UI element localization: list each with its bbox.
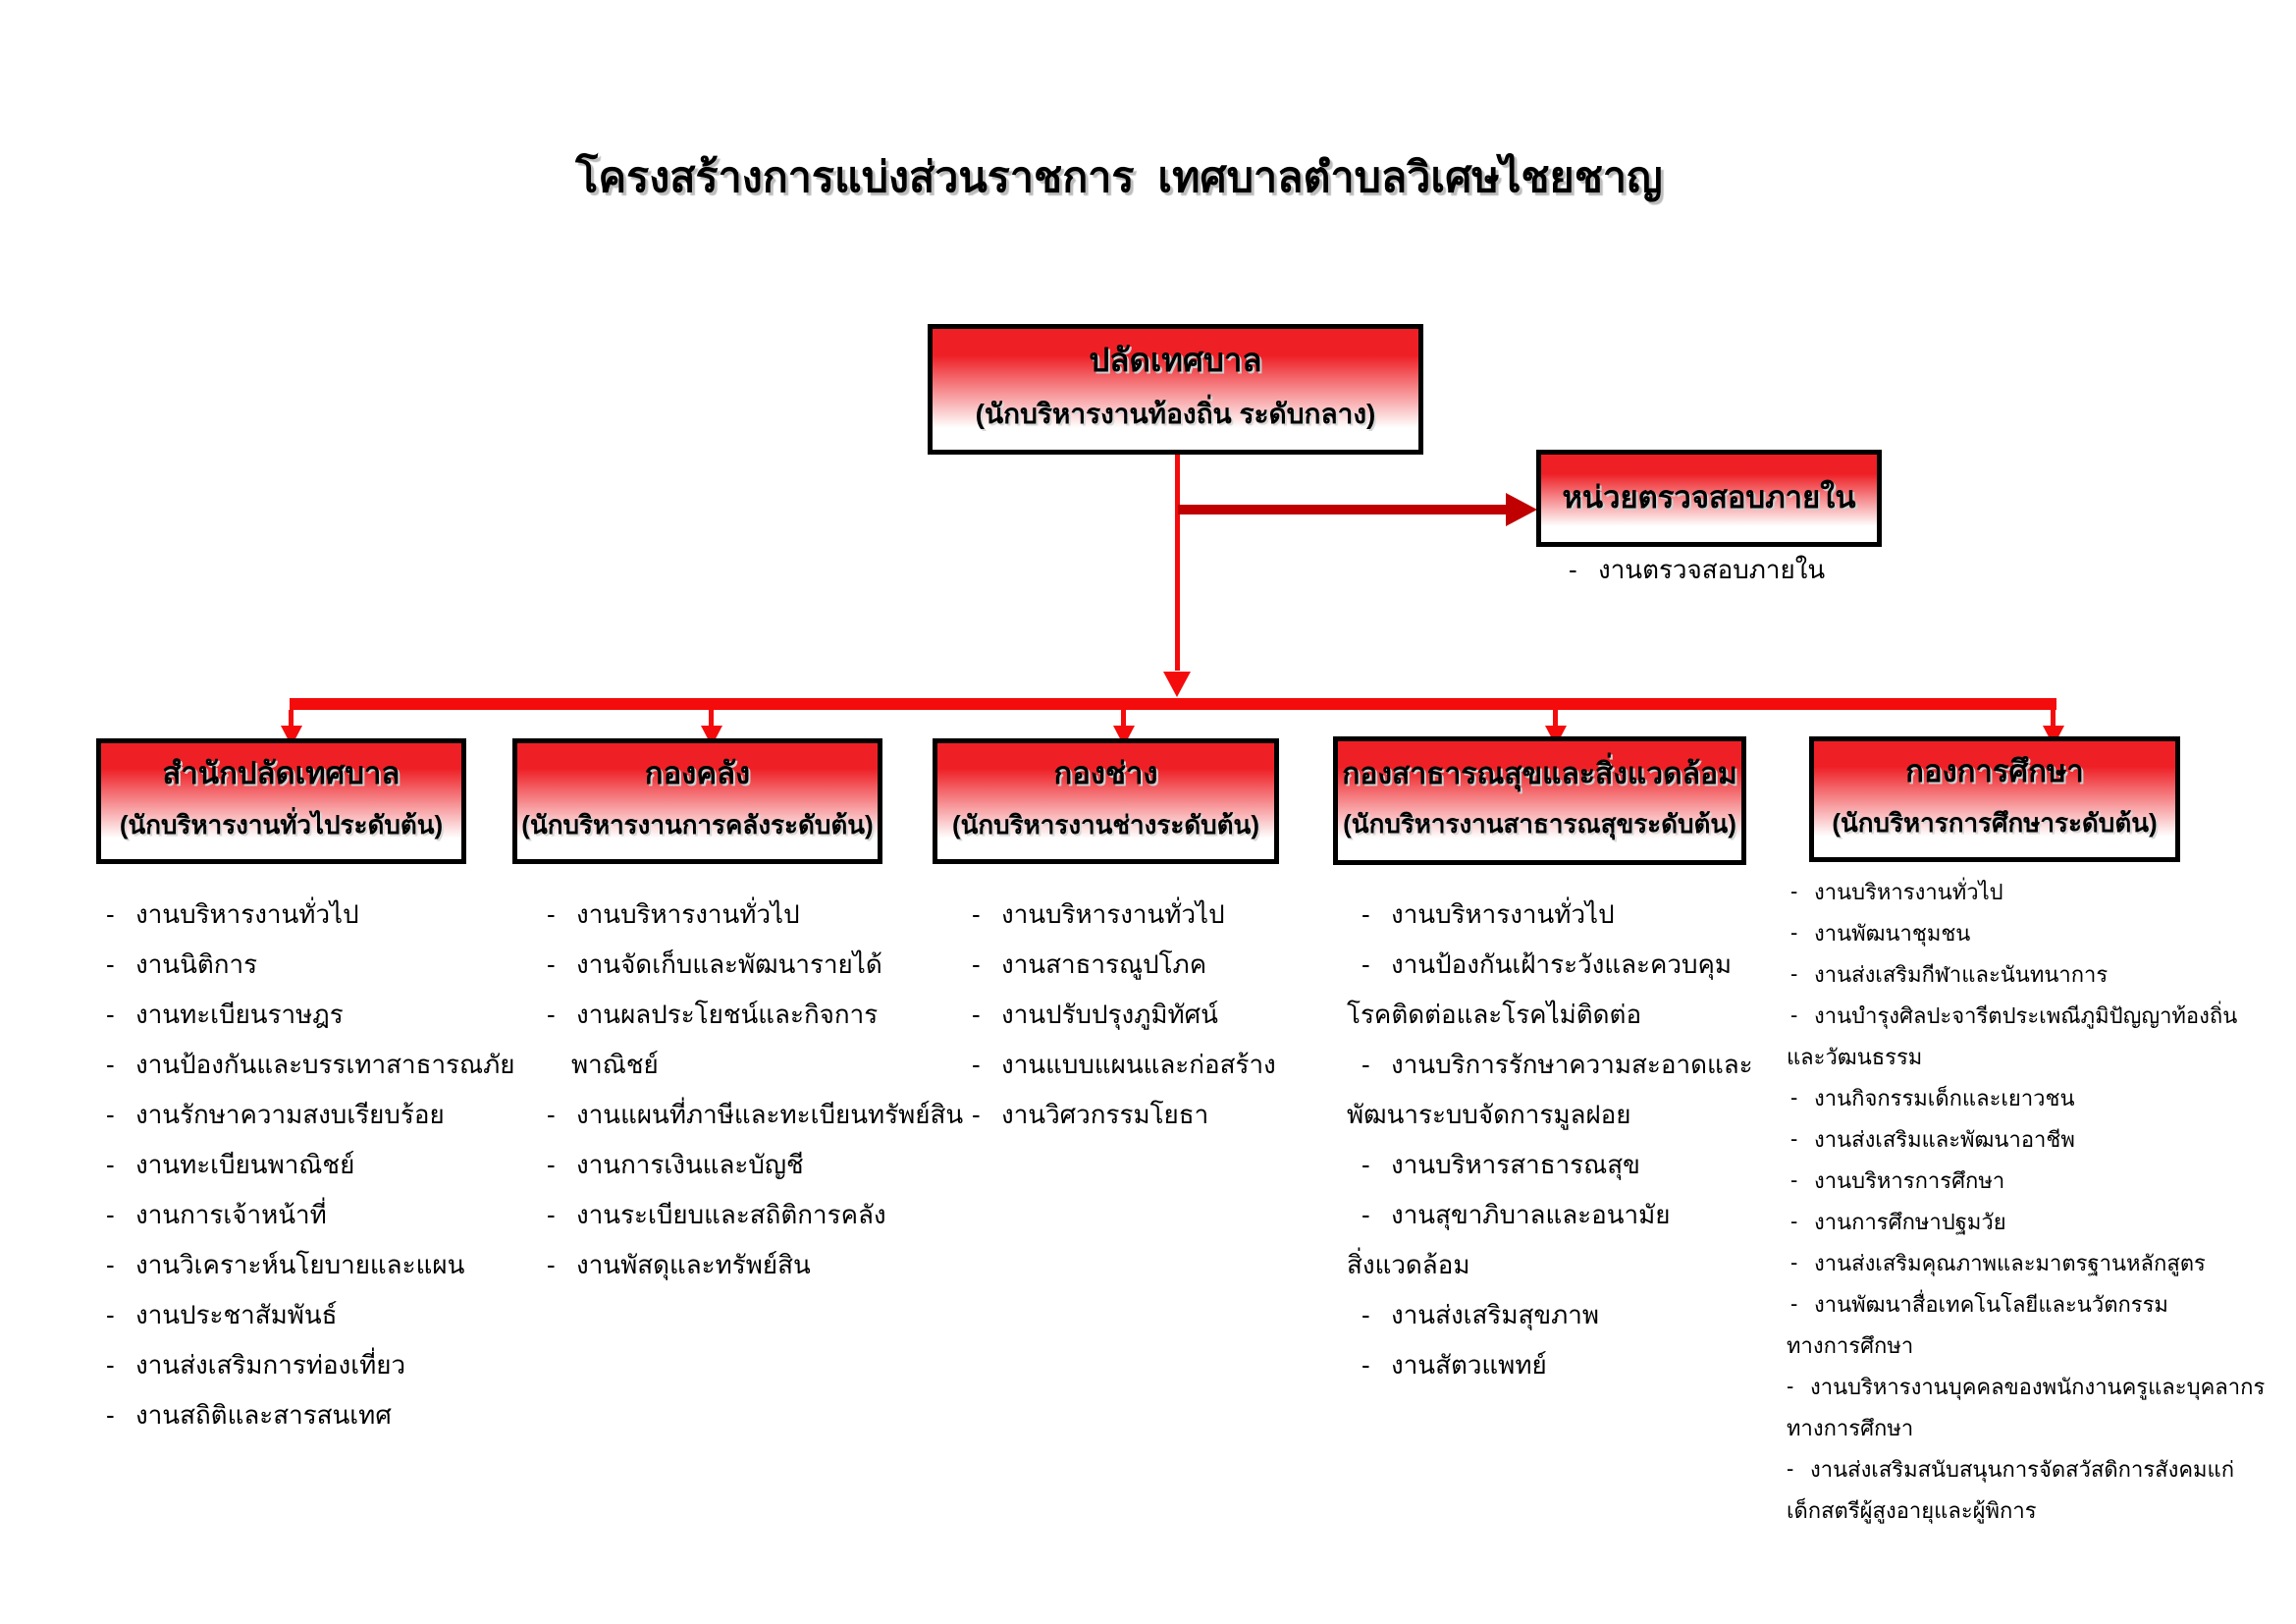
dept-list-education-division	[1787, 871, 2277, 1531]
dash-bullet: -	[106, 1050, 115, 1079]
work-item	[1787, 1077, 2277, 1118]
work-item-label: งานทะเบียนพาณิชย์	[135, 1150, 355, 1179]
work-item	[1347, 1090, 1789, 1140]
work-item	[1787, 1325, 2277, 1366]
dash-bullet: -	[547, 1250, 556, 1279]
work-item	[1787, 1242, 2277, 1283]
work-item-label: งานพัฒนาสื่อเทคโนโลยีและนวัตกรรม	[1814, 1291, 2168, 1317]
work-item-label: ทางการศึกษา	[1787, 1332, 1914, 1358]
work-item-label: งานสัตวแพทย์	[1391, 1350, 1547, 1380]
dash-bullet: -	[1790, 1126, 1798, 1151]
dash-bullet: -	[106, 1100, 115, 1129]
work-item-label: งานบริหารงานทั่วไป	[1001, 899, 1225, 929]
work-item	[532, 990, 944, 1040]
work-item	[532, 1090, 964, 1140]
work-item	[91, 1040, 515, 1090]
dash-bullet: -	[1362, 899, 1370, 929]
drop-arrow-stem-3	[1121, 710, 1126, 727]
work-item	[1787, 1118, 2277, 1160]
dash-bullet: -	[106, 899, 115, 929]
work-item-label: งานส่งเสริมและพัฒนาอาชีพ	[1814, 1126, 2075, 1152]
work-item	[532, 890, 944, 940]
work-item-label: งานส่งเสริมสนับสนุนการจัดสวัสดิการสังคมแก่	[1810, 1456, 2235, 1482]
dept-subtitle: (นักบริหารงานทั่วไประดับต้น)	[119, 809, 444, 839]
box-public-health-division	[1333, 736, 1746, 865]
work-item	[1347, 1140, 1789, 1190]
work-item-label: งานส่งเสริมคุณภาพและมาตรฐานหลักสูตร	[1814, 1250, 2206, 1275]
work-item-label: งานการเจ้าหน้าที่	[135, 1200, 327, 1229]
work-item-label: สิ่งแวดล้อม	[1347, 1250, 1470, 1279]
dash-bullet: -	[547, 1150, 556, 1179]
work-item	[1787, 1283, 2277, 1325]
dept-subtitle: (นักบริหารการศึกษาระดับต้น)	[1832, 807, 2158, 838]
work-item	[91, 1390, 504, 1440]
work-item	[91, 990, 504, 1040]
box-education-division	[1809, 736, 2180, 862]
dept-subtitle: (นักบริหารงานช่างระดับต้น)	[952, 809, 1259, 839]
main-down-arrowhead-icon	[1163, 672, 1191, 697]
work-item	[532, 1190, 944, 1240]
work-item	[957, 940, 1350, 990]
dash-bullet: -	[1790, 1209, 1798, 1233]
work-item	[1347, 1190, 1789, 1240]
work-item-label: งานส่งเสริมสุขภาพ	[1391, 1300, 1600, 1329]
audit-work-item	[1554, 550, 1825, 589]
work-item	[532, 1040, 944, 1090]
box-public-works-division	[933, 738, 1279, 864]
work-item	[532, 1240, 944, 1290]
dash-bullet: -	[1362, 1050, 1370, 1079]
work-item-label: งานบริหารการศึกษา	[1814, 1167, 2005, 1193]
dash-bullet: -	[106, 1400, 115, 1430]
work-item-label: งานปรับปรุงภูมิทัศน์	[1001, 1000, 1218, 1029]
dash-bullet: -	[547, 949, 556, 979]
work-item	[1347, 1040, 1789, 1090]
dash-bullet: -	[106, 1150, 115, 1179]
work-item-label: งานป้องกันเฝ้าระวังและควบคุม	[1391, 949, 1733, 979]
work-item-label: งานบริหารงานทั่วไป	[1814, 879, 2003, 904]
work-item-label: งานสุขาภิบาลและอนามัย	[1391, 1200, 1671, 1229]
work-item	[1787, 1489, 2277, 1531]
work-item	[957, 1040, 1350, 1090]
work-item	[91, 1140, 504, 1190]
work-item-label: งานสาธารณูปโภค	[1001, 949, 1207, 979]
dash-bullet: -	[1787, 1456, 1794, 1481]
work-item	[91, 890, 504, 940]
work-item	[91, 1290, 504, 1340]
work-item-label: งานการเงินและบัญชี	[576, 1150, 804, 1179]
dash-bullet: -	[547, 1200, 556, 1229]
work-item-label: งานกิจกรรมเด็กและเยาวชน	[1814, 1085, 2075, 1110]
audit-arrowhead-icon	[1506, 493, 1537, 526]
work-item-label: งานพัสดุและทรัพย์สิน	[576, 1250, 811, 1279]
connector-audit-horizontal-line	[1178, 505, 1507, 514]
work-item-label: งานการศึกษาปฐมวัย	[1814, 1209, 2006, 1234]
dash-bullet: -	[1362, 1350, 1370, 1380]
work-item-label: งานผลประโยชน์และกิจการ	[576, 1000, 879, 1029]
page-title: โครงสร้างการแบ่งส่วนราชการ เทศบาลตำบลวิเศษไชยชาญ	[575, 154, 1663, 201]
dash-bullet: -	[1790, 1167, 1798, 1192]
work-item	[1347, 1290, 1789, 1340]
work-item	[1787, 1407, 2277, 1448]
dept-title: สำนักปลัดเทศบาล	[162, 756, 400, 791]
work-item-label: งานพัฒนาชุมชน	[1814, 920, 1971, 946]
box-municipal-clerk-title: ปลัดเทศบาล	[1089, 342, 1262, 379]
box-office-of-municipal-clerk	[96, 738, 466, 864]
box-municipal-clerk-subtitle: (นักบริหารงานท้องถิ่น ระดับกลาง)	[975, 398, 1376, 429]
drop-arrow-stem-5	[2051, 710, 2056, 727]
work-item	[957, 1090, 1350, 1140]
work-item-label: งานบริการรักษาความสะอาดและ	[1391, 1050, 1753, 1079]
work-item-label: งานส่งเสริมกีฬาและนันทนาการ	[1814, 961, 2109, 987]
dash-bullet: -	[1362, 1200, 1370, 1229]
dept-title: กองคลัง	[644, 756, 751, 791]
box-internal-audit	[1536, 450, 1882, 547]
dash-bullet: -	[547, 1000, 556, 1029]
dept-title: กองสาธารณสุขและสิ่งแวดล้อม	[1342, 757, 1737, 790]
work-item-label: งานบริหารงานทั่วไป	[1391, 899, 1615, 929]
work-item-label: งานบริหารสาธารณสุข	[1391, 1150, 1640, 1179]
work-item-label: งานนิติการ	[135, 949, 258, 979]
work-item	[1787, 995, 2277, 1036]
work-item-label: โรคติดต่อและโรคไม่ติดต่อ	[1347, 1000, 1642, 1029]
work-item	[532, 1140, 944, 1190]
dash-bullet: -	[1790, 961, 1798, 986]
drop-arrow-stem-2	[709, 710, 714, 727]
dash-bullet: -	[1362, 1150, 1370, 1179]
work-item-label: งานทะเบียนราษฎร	[135, 1000, 344, 1029]
work-item-label: เด็กสตรีผู้สูงอายุและผู้พิการ	[1787, 1497, 2037, 1523]
work-item-label: งานวิเคราะห์นโยบายและแผน	[135, 1250, 465, 1279]
dash-bullet: -	[1790, 920, 1798, 945]
box-internal-audit-title: หน่วยตรวจสอบภายใน	[1562, 480, 1856, 515]
work-item	[1347, 890, 1789, 940]
connector-main-vertical-line	[1175, 455, 1180, 671]
work-item-label: งานสถิติและสารสนเทศ	[135, 1400, 392, 1430]
work-item	[1787, 1036, 2277, 1077]
work-item-label: งานระเบียบและสถิติการคลัง	[576, 1200, 886, 1229]
dash-bullet: -	[972, 899, 981, 929]
work-item	[1787, 1448, 2277, 1489]
drop-arrow-stem-1	[289, 710, 294, 727]
work-item	[1347, 1240, 1789, 1290]
work-item-label: งานบริหารงานทั่วไป	[576, 899, 800, 929]
work-item-label: งานวิศวกรรมโยธา	[1001, 1100, 1209, 1129]
dash-bullet: -	[1790, 1085, 1798, 1110]
dash-bullet: -	[972, 1100, 981, 1129]
dash-bullet: -	[1787, 1374, 1794, 1398]
work-item-label: ทางการศึกษา	[1787, 1415, 1914, 1440]
dept-list-finance-division	[532, 890, 964, 1290]
dash-bullet: -	[106, 949, 115, 979]
dash-bullet: -	[1790, 1291, 1798, 1316]
work-item	[532, 940, 944, 990]
dash-bullet: -	[106, 1000, 115, 1029]
work-item-label: งานบำรุงศิลปะจารีตประเพณีภูมิปัญญาท้องถิ่น	[1814, 1002, 2238, 1028]
dash-bullet: -	[1362, 1300, 1370, 1329]
work-item	[957, 890, 1350, 940]
box-municipal-clerk	[928, 324, 1423, 455]
work-item	[1787, 1160, 2277, 1201]
dash-bullet: -	[1790, 1250, 1798, 1274]
work-item-label: งานบริหารงานบุคคลของพนักงานครูและบุคลากร	[1810, 1374, 2266, 1399]
work-item	[1787, 1366, 2277, 1407]
connector-distribution-bar	[290, 698, 2056, 710]
work-item-label: งานส่งเสริมการท่องเที่ยว	[135, 1350, 406, 1380]
work-item-label: งานแผนที่ภาษีและทะเบียนทรัพย์สิน	[576, 1100, 964, 1129]
work-item	[91, 1190, 504, 1240]
work-item	[1787, 871, 2277, 912]
dept-list-public-works-division	[957, 890, 1350, 1140]
drop-arrow-stem-4	[1553, 710, 1558, 727]
work-item	[91, 940, 504, 990]
work-item	[91, 1240, 504, 1290]
dept-title: กองการศึกษา	[1905, 754, 2084, 789]
dash-bullet: -	[106, 1300, 115, 1329]
dash-bullet: -	[106, 1350, 115, 1380]
work-item	[1787, 1201, 2277, 1242]
work-item-label: พัฒนาระบบจัดการมูลฝอย	[1347, 1100, 1631, 1129]
box-finance-division	[512, 738, 882, 864]
work-item	[1787, 912, 2277, 953]
work-item-label: งานป้องกันและบรรเทาสาธารณภัย	[135, 1050, 515, 1079]
dash-bullet: -	[547, 1100, 556, 1129]
work-item-label: พาณิชย์	[571, 1050, 659, 1079]
dept-subtitle: (นักบริหารงานการคลังระดับต้น)	[521, 809, 874, 839]
work-item	[957, 990, 1350, 1040]
work-item-label: งานแบบแผนและก่อสร้าง	[1001, 1050, 1276, 1079]
dash-bullet: -	[1790, 1002, 1798, 1027]
work-item-label: งานประชาสัมพันธ์	[135, 1300, 338, 1329]
work-item-label: งานรักษาความสงบเรียบร้อย	[135, 1100, 445, 1129]
work-item-label: และวัฒนธรรม	[1787, 1044, 1923, 1069]
dash-bullet: -	[106, 1250, 115, 1279]
audit-work-item-label: งานตรวจสอบภายใน	[1598, 554, 1826, 584]
dash-bullet: -	[1790, 879, 1798, 903]
dash-bullet: -	[972, 949, 981, 979]
dash-bullet: -	[1569, 554, 1577, 584]
dash-bullet: -	[1362, 949, 1370, 979]
dash-bullet: -	[106, 1200, 115, 1229]
work-item	[1347, 1340, 1789, 1390]
work-item-label: งานบริหารงานทั่วไป	[135, 899, 359, 929]
dept-list-office-of-municipal-clerk	[91, 890, 515, 1440]
work-item	[91, 1090, 504, 1140]
work-item-label: งานจัดเก็บและพัฒนารายได้	[576, 949, 882, 979]
work-item	[1787, 953, 2277, 995]
dept-subtitle: (นักบริหารงานสาธารณสุขระดับต้น)	[1343, 808, 1736, 839]
dash-bullet: -	[972, 1000, 981, 1029]
work-item	[1347, 940, 1789, 990]
work-item	[91, 1340, 504, 1390]
work-item	[1347, 990, 1789, 1040]
dept-list-public-health-division	[1347, 890, 1789, 1390]
dept-title: กองช่าง	[1053, 756, 1158, 791]
dash-bullet: -	[547, 899, 556, 929]
dash-bullet: -	[972, 1050, 981, 1079]
